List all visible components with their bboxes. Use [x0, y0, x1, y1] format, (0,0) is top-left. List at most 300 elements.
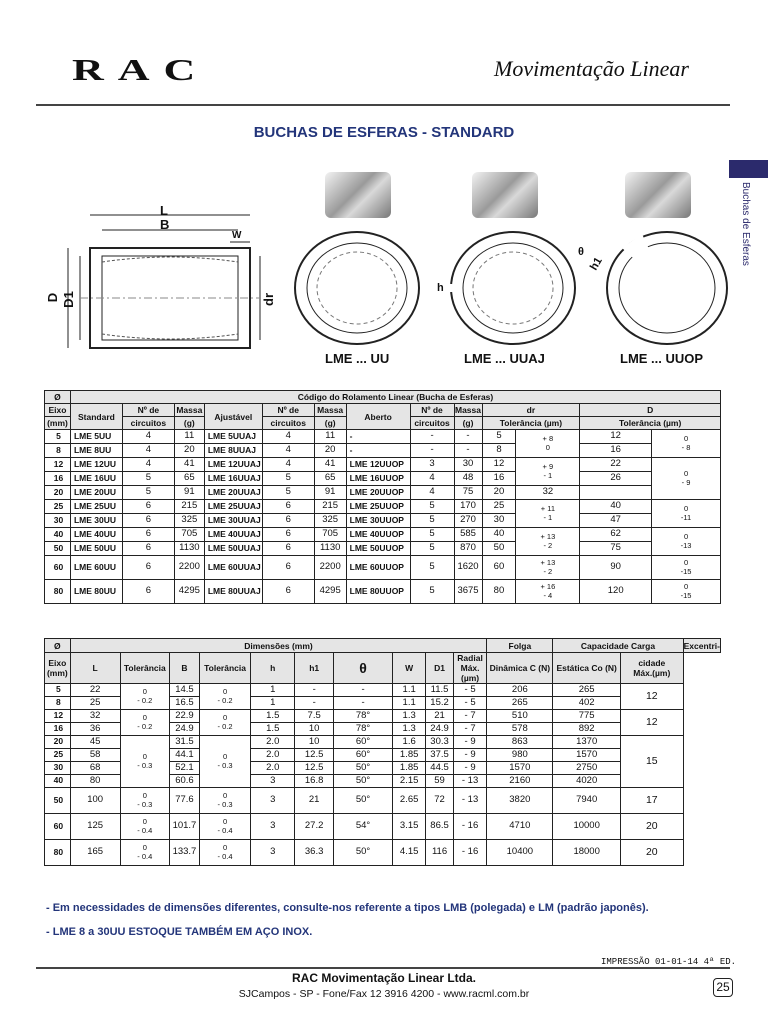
- L-tolerance-upper: 0: [142, 751, 147, 761]
- open-code: LME 60UUOP: [346, 556, 410, 580]
- W-value: 1.1: [393, 697, 426, 710]
- codes-table: [44, 390, 721, 604]
- h-nde-2: Nº de: [262, 404, 314, 417]
- dr-tolerance-lower: - 2: [543, 540, 553, 550]
- D-value: 12: [580, 430, 652, 444]
- h-tol-D: Tolerância (µm): [580, 417, 721, 430]
- radial-clearance: - 13: [453, 775, 487, 788]
- radial-clearance: - 5: [453, 697, 487, 710]
- L-tolerance: [120, 684, 170, 710]
- shaft-diameter: 16: [45, 723, 71, 736]
- h-dr: dr: [482, 404, 580, 417]
- dr-value: 5: [482, 430, 516, 444]
- D1-value: 37.5: [426, 749, 454, 762]
- dims-row: [45, 684, 721, 697]
- label-B: B: [160, 217, 170, 232]
- radial-clearance: - 13: [453, 788, 487, 814]
- standard-circuits: 4: [122, 458, 174, 472]
- shaft-diameter: 5: [45, 684, 71, 697]
- h-mm: (mm): [45, 417, 71, 430]
- dims-row: [45, 788, 721, 814]
- bushing-photo-uuaj: [472, 172, 538, 218]
- codes-row: [45, 500, 721, 514]
- h2-h_D1: D1: [434, 663, 445, 673]
- L-tolerance-lower: - 0.4: [137, 825, 153, 835]
- adjustable-code: LME 5UUAJ: [204, 430, 262, 444]
- open-code: LME 12UUOP: [346, 458, 410, 472]
- D1-value: 44.5: [426, 762, 454, 775]
- shaft-diameter: 80: [45, 580, 71, 604]
- dr-tolerance-lower: - 4: [543, 590, 553, 600]
- L-tolerance-lower: - 0.4: [137, 851, 153, 861]
- B-tolerance: [199, 814, 250, 840]
- h-standard: Standard: [70, 404, 122, 430]
- open-mass: 1620: [454, 556, 482, 580]
- D-tolerance-lower: -15: [680, 566, 692, 576]
- D1-value: 15.2: [426, 697, 454, 710]
- label-dr: dr: [261, 293, 276, 306]
- standard-mass: 4295: [174, 580, 204, 604]
- D1-value: 11.5: [426, 684, 454, 697]
- width-B: 44.1: [170, 749, 200, 762]
- adjustable-circuits: 4: [262, 430, 314, 444]
- adjustable-mass: 2200: [314, 556, 346, 580]
- standard-circuits: 5: [122, 486, 174, 500]
- label-W: W: [232, 230, 242, 241]
- open-code: LME 30UUOP: [346, 514, 410, 528]
- standard-code: LME 40UU: [70, 528, 122, 542]
- length-L: 80: [70, 775, 120, 788]
- open-circuits: -: [410, 430, 454, 444]
- dynamic-load: 10400: [487, 840, 553, 866]
- B-tolerance: [199, 840, 250, 866]
- L-tolerance: [120, 840, 170, 866]
- adjustable-mass: 91: [314, 486, 346, 500]
- shaft-diameter: 80: [45, 840, 71, 866]
- D1-value: 30.3: [426, 736, 454, 749]
- h-value: 1.5: [251, 723, 295, 736]
- h2-h_cidade: cidade: [638, 658, 666, 668]
- dr-tolerance: [516, 528, 580, 556]
- D-tolerance: [652, 500, 721, 528]
- D-tolerance-upper: 0: [683, 581, 689, 591]
- h-nde-3: Nº de: [410, 404, 454, 417]
- standard-circuits: 6: [122, 500, 174, 514]
- standard-mass: 41: [174, 458, 204, 472]
- standard-code: LME 16UU: [70, 472, 122, 486]
- dr-tolerance-upper: + 13: [540, 557, 556, 567]
- D-tolerance-upper: 0: [683, 557, 689, 567]
- D-tolerance-lower: -15: [680, 590, 692, 600]
- h2-h_h1: h1: [309, 663, 320, 673]
- W-value: 1.85: [393, 762, 426, 775]
- h2-col-8: [393, 653, 426, 684]
- open-circuits: 3: [410, 458, 454, 472]
- length-L: 25: [70, 697, 120, 710]
- W-value: 1.6: [393, 736, 426, 749]
- h2-phi: Ø: [45, 639, 71, 653]
- L-tolerance-lower: - 0.2: [137, 721, 153, 731]
- adjustable-mass: 215: [314, 500, 346, 514]
- length-L: 100: [70, 788, 120, 814]
- standard-mass: 705: [174, 528, 204, 542]
- D-tolerance-upper: 0: [683, 531, 689, 541]
- h2-col-7: [334, 653, 393, 684]
- B-tolerance-lower: - 0.4: [217, 825, 233, 835]
- D-value: 40: [580, 500, 652, 514]
- shaft-diameter: 40: [45, 775, 71, 788]
- shaft-diameter: 60: [45, 556, 71, 580]
- radial-clearance: - 5: [453, 684, 487, 697]
- B-tolerance-upper: 0: [222, 790, 228, 800]
- shaft-diameter: 30: [45, 514, 71, 528]
- impressao: IMPRESSÃO 01-01-14 4ª ED.: [601, 957, 737, 967]
- D-value: 16: [580, 444, 652, 458]
- L-tolerance-upper: 0: [142, 686, 147, 696]
- open-code: -: [346, 444, 410, 458]
- static-load: 7940: [553, 788, 621, 814]
- B-tolerance-lower: - 0.4: [217, 851, 233, 861]
- open-circuits: 4: [410, 486, 454, 500]
- dynamic-load: 4710: [487, 814, 553, 840]
- footer-divider: [36, 967, 730, 969]
- W-value: 1.1: [393, 684, 426, 697]
- dr-tolerance-lower: - 2: [543, 566, 553, 576]
- label-theta: θ: [578, 246, 584, 258]
- open-mass: 870: [454, 542, 482, 556]
- dynamic-load: 510: [487, 710, 553, 723]
- B-tolerance: [199, 736, 250, 788]
- dynamic-load: 863: [487, 736, 553, 749]
- h2-h_maxexc: Máx.(µm): [633, 668, 671, 678]
- h-value: 3: [251, 814, 295, 840]
- shaft-diameter: 12: [45, 458, 71, 472]
- shaft-diameter: 8: [45, 444, 71, 458]
- standard-mass: 91: [174, 486, 204, 500]
- h1-value: 16.8: [295, 775, 334, 788]
- open-circuits: 5: [410, 556, 454, 580]
- side-tab-label: Buchas de Esferas: [740, 182, 751, 266]
- standard-mass: 11: [174, 430, 204, 444]
- h-eixo: Eixo: [45, 404, 71, 417]
- codes-row: [45, 528, 721, 542]
- h1-value: 10: [295, 723, 334, 736]
- D-value: 22: [580, 458, 652, 472]
- adjustable-mass: 41: [314, 458, 346, 472]
- adjustable-circuits: 4: [262, 444, 314, 458]
- h-value: 2.0: [251, 736, 295, 749]
- h1-value: -: [295, 684, 334, 697]
- footer-address: SJCampos - SP - Fone/Fax 12 3916 4200 - www.racml.com.br: [238, 988, 530, 1000]
- h2-radial: [453, 653, 487, 684]
- width-B: 24.9: [170, 723, 200, 736]
- D1-value: 24.9: [426, 723, 454, 736]
- dr-tolerance: [516, 500, 580, 528]
- open-code: LME 40UUOP: [346, 528, 410, 542]
- theta-value: 78°: [334, 710, 393, 723]
- D-value: 26: [580, 472, 652, 486]
- L-tolerance-upper: 0: [142, 712, 147, 722]
- h2-h_est: Estática Co (N): [556, 663, 617, 673]
- header-subtitle: Movimentação Linear: [494, 56, 689, 81]
- open-code: LME 16UUOP: [346, 472, 410, 486]
- h1-value: 12.5: [295, 749, 334, 762]
- B-tolerance-upper: 0: [222, 751, 228, 761]
- adjustable-circuits: 6: [262, 500, 314, 514]
- radial-clearance: - 9: [453, 762, 487, 775]
- radial-clearance: - 7: [453, 710, 487, 723]
- dr-value: 12: [482, 458, 516, 472]
- open-mass: 48: [454, 472, 482, 486]
- h-value: 3: [251, 840, 295, 866]
- bushing-photo-uu: [325, 172, 391, 218]
- dr-value: 40: [482, 528, 516, 542]
- adjustable-code: LME 80UUAJ: [204, 580, 262, 604]
- open-code: LME 50UUOP: [346, 542, 410, 556]
- D-tolerance-upper: 0: [683, 503, 689, 513]
- h2-h_tol: Tolerância: [204, 663, 246, 673]
- dr-tolerance-upper: + 16: [540, 581, 556, 591]
- dr-tolerance-upper: + 8: [542, 433, 554, 443]
- D-value: 90: [580, 556, 652, 580]
- h2-col-2: [120, 653, 170, 684]
- adjustable-mass: 4295: [314, 580, 346, 604]
- h-ajustavel: Ajustável: [204, 404, 262, 430]
- length-L: 32: [70, 710, 120, 723]
- label-D: D: [45, 292, 61, 303]
- length-L: 165: [70, 840, 120, 866]
- open-mass: 30: [454, 458, 482, 472]
- dimensions-table: [44, 638, 721, 866]
- codes-row: [45, 580, 721, 604]
- dr-value: 80: [482, 580, 516, 604]
- standard-circuits: 6: [122, 580, 174, 604]
- codes-row: [45, 514, 721, 528]
- bushing-photo-uuop: [625, 172, 691, 218]
- L-tolerance: [120, 814, 170, 840]
- standard-circuits: 4: [122, 444, 174, 458]
- radial-clearance: - 9: [453, 736, 487, 749]
- shaft-diameter: 25: [45, 500, 71, 514]
- open-code: LME 80UUOP: [346, 580, 410, 604]
- h2-col-12: [553, 653, 621, 684]
- shaft-diameter: 5: [45, 430, 71, 444]
- width-B: 133.7: [170, 840, 200, 866]
- static-load: 4020: [553, 775, 621, 788]
- theta-value: 60°: [334, 749, 393, 762]
- width-B: 14.5: [170, 684, 200, 697]
- h2-col-13: [620, 653, 683, 684]
- h2-col-0: [45, 653, 71, 684]
- page-title: BUCHAS DE ESFERAS - STANDARD: [253, 124, 515, 141]
- length-L: 36: [70, 723, 120, 736]
- open-code: LME 25UUOP: [346, 500, 410, 514]
- h2-col-6: [295, 653, 334, 684]
- adjustable-mass: 11: [314, 430, 346, 444]
- adjustable-mass: 325: [314, 514, 346, 528]
- D-value: 47: [580, 514, 652, 528]
- eccentricity: 20: [620, 814, 683, 840]
- width-B: 22.9: [170, 710, 200, 723]
- D1-value: 116: [426, 840, 454, 866]
- D-tolerance-upper: 0: [683, 433, 689, 443]
- theta-value: 50°: [334, 840, 393, 866]
- adjustable-code: LME 50UUAJ: [204, 542, 262, 556]
- shaft-diameter: 12: [45, 710, 71, 723]
- dr-value: 60: [482, 556, 516, 580]
- standard-circuits: 6: [122, 556, 174, 580]
- W-value: 1.3: [393, 710, 426, 723]
- h2-radial-label: Radial: [457, 653, 483, 663]
- dims-row: [45, 840, 721, 866]
- L-tolerance: [120, 788, 170, 814]
- dr-tolerance: [516, 556, 580, 580]
- standard-circuits: 5: [122, 472, 174, 486]
- h2-h_theta: θ: [359, 660, 367, 676]
- static-load: 10000: [553, 814, 621, 840]
- standard-circuits: 6: [122, 528, 174, 542]
- radial-clearance: - 16: [453, 840, 487, 866]
- theta-value: -: [334, 697, 393, 710]
- ring-uuaj: [446, 228, 581, 348]
- B-tolerance-lower: - 0.2: [217, 695, 233, 705]
- W-value: 2.15: [393, 775, 426, 788]
- h-value: 2.0: [251, 749, 295, 762]
- static-load: 775: [553, 710, 621, 723]
- static-load: 1370: [553, 736, 621, 749]
- h1-value: 27.2: [295, 814, 334, 840]
- cross-section-drawing: [50, 190, 290, 370]
- dr-value: 50: [482, 542, 516, 556]
- D1-value: 72: [426, 788, 454, 814]
- L-tolerance-upper: 0: [142, 842, 147, 852]
- h2-h_L: L: [92, 663, 98, 673]
- width-B: 77.6: [170, 788, 200, 814]
- h2-col-1: [70, 653, 120, 684]
- dynamic-load: 3820: [487, 788, 553, 814]
- eccentricity: 12: [620, 710, 683, 736]
- note-1: - Em necessidades de dimensões diferentes, consulte-nos referente a tipos LMB (polegada) e LM (padrão japonês).: [46, 902, 649, 914]
- theta-value: 60°: [334, 736, 393, 749]
- adjustable-mass: 1130: [314, 542, 346, 556]
- standard-mass: 2200: [174, 556, 204, 580]
- dims-header: [45, 653, 721, 684]
- dynamic-load: 2160: [487, 775, 553, 788]
- adjustable-code: LME 8UUAJ: [204, 444, 262, 458]
- ring-uu: [290, 228, 425, 348]
- static-load: 402: [553, 697, 621, 710]
- open-mass: 170: [454, 500, 482, 514]
- D-value: 32: [516, 486, 580, 500]
- radial-clearance: - 9: [453, 749, 487, 762]
- B-tolerance-lower: - 0.2: [217, 721, 233, 731]
- h-massa-3: Massa: [455, 405, 481, 415]
- standard-code: LME 25UU: [70, 500, 122, 514]
- L-tolerance-lower: - 0.2: [137, 695, 153, 705]
- codes-row: [45, 472, 721, 486]
- adjustable-circuits: 5: [262, 486, 314, 500]
- standard-code: LME 20UU: [70, 486, 122, 500]
- h2-col-3: [170, 653, 200, 684]
- shaft-diameter: 50: [45, 542, 71, 556]
- h2-folga: Folga: [487, 639, 553, 653]
- adjustable-code: LME 20UUAJ: [204, 486, 262, 500]
- standard-code: LME 12UU: [70, 458, 122, 472]
- h-value: 3: [251, 788, 295, 814]
- h-circuitos-1: circuitos: [122, 417, 174, 430]
- h-g-2: (g): [314, 417, 346, 430]
- h2-col-11: [487, 653, 553, 684]
- static-load: 2750: [553, 762, 621, 775]
- length-L: 45: [70, 736, 120, 749]
- h2-cap: Capacidade Carga: [553, 639, 683, 653]
- h1-value: 10: [295, 736, 334, 749]
- h-aberto: Aberto: [346, 404, 410, 430]
- B-tolerance-upper: 0: [222, 816, 228, 826]
- adjustable-circuits: 4: [262, 458, 314, 472]
- adjustable-mass: 705: [314, 528, 346, 542]
- W-value: 2.65: [393, 788, 426, 814]
- width-B: 60.6: [170, 775, 200, 788]
- dynamic-load: 578: [487, 723, 553, 736]
- adjustable-code: LME 25UUAJ: [204, 500, 262, 514]
- h-g-3: (g): [454, 417, 482, 430]
- adjustable-mass: 65: [314, 472, 346, 486]
- standard-circuits: 4: [122, 430, 174, 444]
- theta-value: 50°: [334, 762, 393, 775]
- static-load: 892: [553, 723, 621, 736]
- standard-code: LME 50UU: [70, 542, 122, 556]
- h-nde-1: Nº de: [122, 404, 174, 417]
- codes-row: [45, 486, 721, 500]
- standard-code: LME 60UU: [70, 556, 122, 580]
- dims-row: [45, 814, 721, 840]
- D-tolerance: [652, 556, 721, 580]
- open-mass: 585: [454, 528, 482, 542]
- adjustable-circuits: 5: [262, 472, 314, 486]
- width-B: 31.5: [170, 736, 200, 749]
- note-2: - LME 8 a 30UU ESTOQUE TAMBÉM EM AÇO INOX.: [46, 926, 313, 938]
- D-tolerance-lower: - 9: [681, 477, 691, 487]
- open-mass: 75: [454, 486, 482, 500]
- shaft-diameter: 20: [45, 486, 71, 500]
- theta-value: 50°: [334, 788, 393, 814]
- h2-col-4: [199, 653, 250, 684]
- dr-value: 25: [482, 500, 516, 514]
- D-value: 120: [580, 580, 652, 604]
- type-uuaj: LME ... UUAJ: [464, 351, 545, 366]
- type-uuop: LME ... UUOP: [620, 351, 704, 366]
- L-tolerance: [120, 710, 170, 736]
- h2-h_W: W: [405, 663, 414, 673]
- theta-value: 54°: [334, 814, 393, 840]
- dr-tolerance: [516, 430, 580, 458]
- shaft-diameter: 20: [45, 736, 71, 749]
- dr-tolerance: [516, 580, 580, 604]
- length-L: 58: [70, 749, 120, 762]
- h-tol-dr: Tolerância (µm): [482, 417, 580, 430]
- length-L: 68: [70, 762, 120, 775]
- radial-clearance: - 7: [453, 723, 487, 736]
- shaft-diameter: 60: [45, 814, 71, 840]
- open-circuits: 5: [410, 580, 454, 604]
- dynamic-load: 1570: [487, 762, 553, 775]
- L-tolerance-lower: - 0.3: [137, 760, 153, 770]
- h-D: D: [580, 404, 721, 417]
- D1-value: 21: [426, 710, 454, 723]
- B-tolerance-upper: 0: [222, 712, 228, 722]
- codes-row: [45, 542, 721, 556]
